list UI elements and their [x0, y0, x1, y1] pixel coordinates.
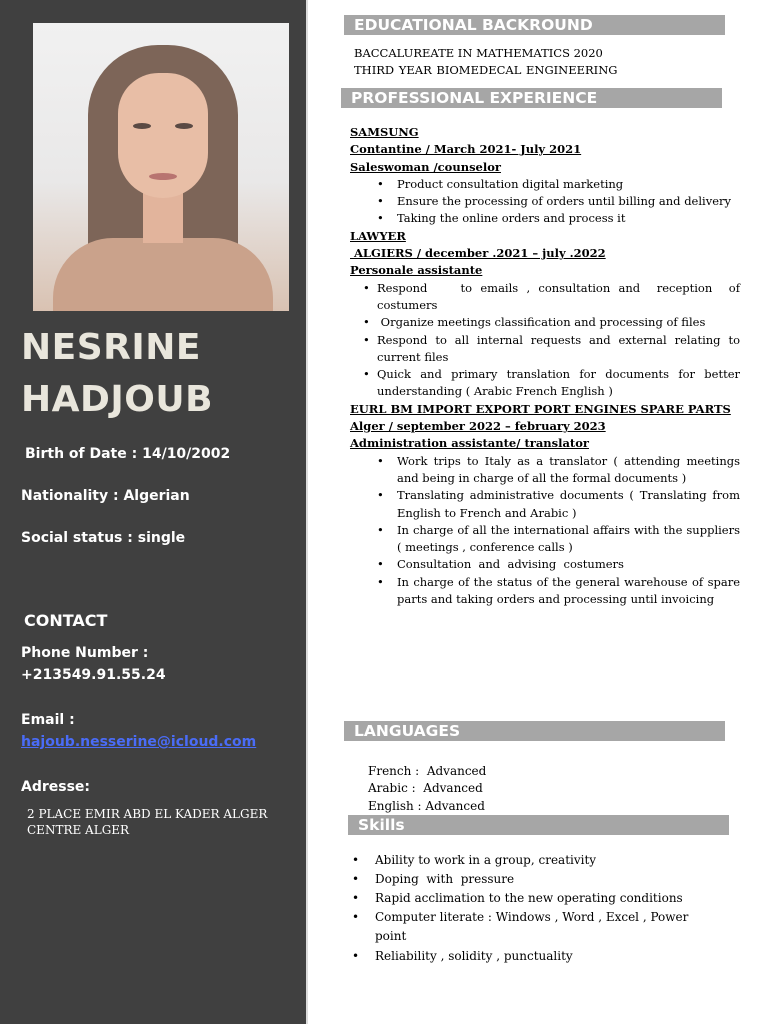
- job-role: Administration assistante/ translator: [350, 436, 589, 451]
- skill-item: • Reliability , solidity , punctuality: [352, 947, 722, 966]
- full-name: [21, 322, 213, 426]
- address-label: Adresse:: [21, 779, 91, 795]
- first-name: NESRINE: [21, 327, 201, 368]
- job-place-date: Contantine / March 2021- July 2021: [350, 142, 582, 157]
- task-item: • Organize meetings classification and processing of files: [377, 314, 740, 331]
- email-link[interactable]: hajoub.nesserine@icloud.com: [21, 734, 257, 750]
- job-place-date: ALGIERS / december .2021 – july .2022: [350, 246, 606, 261]
- task-item: • Taking the online orders and process it: [397, 210, 740, 227]
- task-item: • Respond to all internal requests and external relating to current files: [377, 332, 740, 367]
- experience-list: [350, 124, 744, 608]
- language-item: French : Advanced: [368, 764, 487, 778]
- job-company: EURL BM IMPORT EXPORT PORT ENGINES SPARE PARTS: [350, 401, 731, 416]
- education-line: THIRD YEAR BIOMEDECAL ENGINEERING: [354, 63, 618, 77]
- task-item: • Respond to emails , consultation and reception of costumers: [377, 280, 740, 315]
- task-item: • In charge of all the international affairs with the suppliers ( meetings , conference calls ): [397, 522, 740, 557]
- phone-label: Phone Number :: [21, 645, 149, 661]
- task-item: • Ensure the processing of orders until billing and delivery: [397, 193, 740, 210]
- job-role: Saleswoman /counselor: [350, 159, 501, 174]
- sidebar: [0, 0, 306, 1024]
- skills-list: [352, 851, 722, 966]
- job-place-date: Alger / september 2022 – february 2023: [350, 419, 606, 434]
- skill-item: • Rapid acclimation to the new operating conditions: [352, 889, 722, 908]
- nationality: Nationality : Algerian: [21, 488, 190, 504]
- language-item: English : Advanced: [368, 798, 485, 813]
- job-role: Personale assistante: [350, 263, 483, 278]
- languages-heading: LANGUAGES: [344, 721, 725, 741]
- column-divider: [306, 0, 308, 1024]
- skill-item: • Computer literate : Windows , Word , Excel , Power point: [352, 908, 722, 946]
- birth-date: Birth of Date : 14/10/2002: [25, 446, 231, 462]
- task-item: • Work trips to Italy as a translator ( attending meetings and being in charge of all the formal documents ): [397, 453, 740, 488]
- education-heading: EDUCATIONAL BACKROUND: [344, 15, 725, 35]
- address-text: 2 PLACE EMIR ABD EL KADER ALGER CENTRE ALGER: [27, 807, 268, 837]
- task-item: • Product consultation digital marketing: [397, 176, 740, 193]
- job-tasks: [350, 280, 744, 401]
- languages-list: [368, 763, 486, 815]
- profile-photo: [33, 23, 289, 311]
- job-tasks: [350, 453, 740, 609]
- job-company: LAWYER: [350, 228, 406, 243]
- phone-number: +213549.91.55.24: [21, 667, 166, 683]
- email-label: Email :: [21, 712, 75, 728]
- experience-heading: PROFESSIONAL EXPERIENCE: [341, 88, 722, 108]
- skill-item: • Ability to work in a group, creativity: [352, 851, 722, 870]
- contact-heading: CONTACT: [24, 611, 108, 630]
- task-item: • Translating administrative documents ( Translating from English to French and Arabic ): [397, 487, 740, 522]
- skills-heading: Skills: [348, 815, 729, 835]
- skill-item: • Doping with pressure: [352, 870, 722, 889]
- social-status: Social status : single: [21, 530, 186, 546]
- task-item: • Quick and primary translation for documents for better understanding ( Arabic French English ): [377, 366, 740, 401]
- last-name: HADJOUB: [21, 379, 214, 420]
- job-company: SAMSUNG: [350, 125, 419, 139]
- language-item: Arabic : Advanced: [368, 781, 483, 796]
- task-item: • In charge of the status of the general warehouse of spare parts and taking orders and processing until invoicing: [397, 574, 740, 609]
- education-line: BACCALUREATE IN MATHEMATICS 2020: [354, 46, 603, 60]
- task-item: • Consultation and advising costumers: [397, 556, 740, 573]
- job-tasks: [350, 176, 740, 228]
